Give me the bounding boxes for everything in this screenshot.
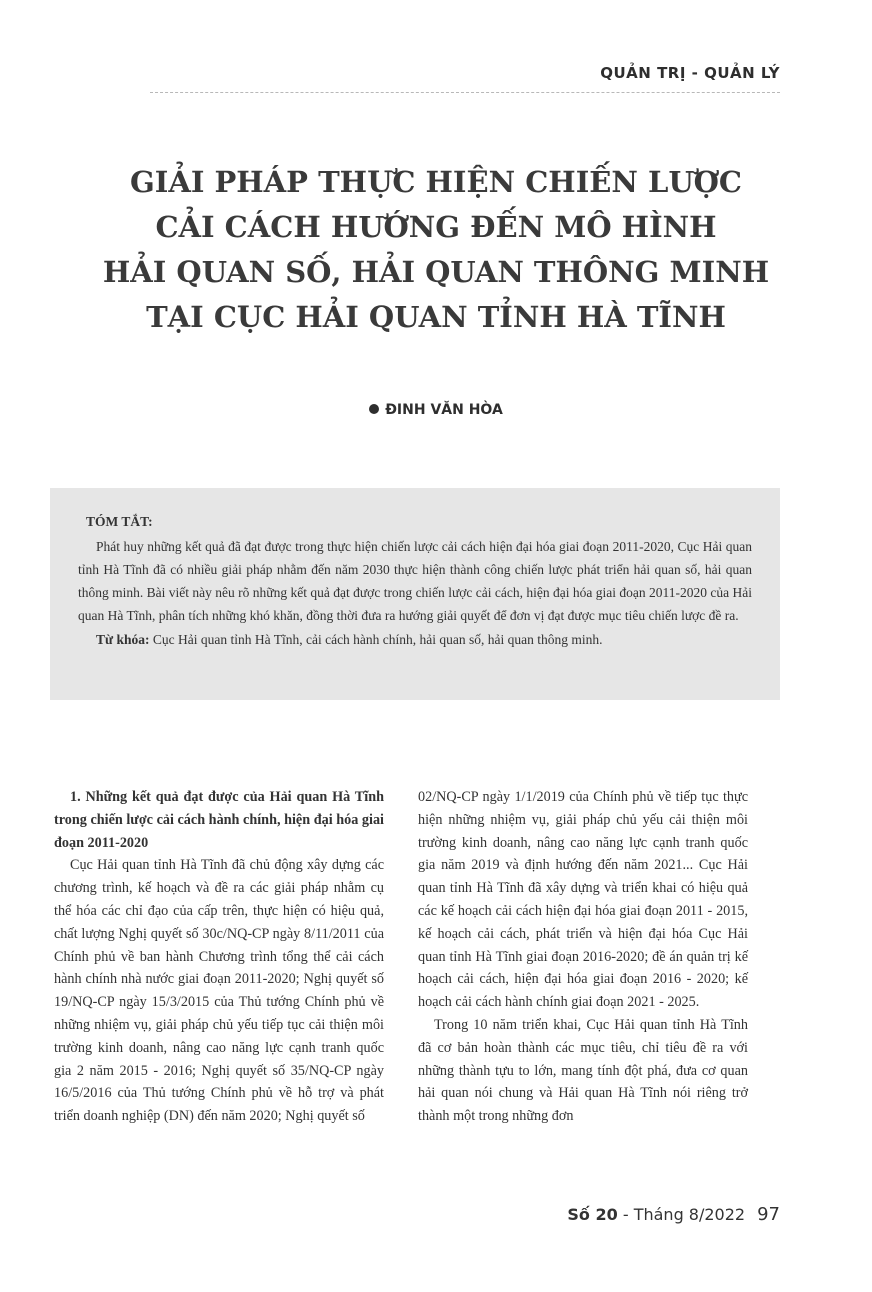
keywords-label: Từ khóa: <box>96 632 150 647</box>
page-footer <box>567 1204 780 1225</box>
title-line: GIẢI PHÁP THỰC HIỆN CHIẾN LƯỢC <box>129 165 742 199</box>
author-name: ĐINH VĂN HÒA <box>385 402 503 418</box>
title-line: HẢI QUAN SỐ, HẢI QUAN THÔNG MINH <box>102 255 770 289</box>
header-rule <box>150 92 780 93</box>
section-heading: 1. Những kết quả đạt được của Hải quan Hà Tĩnh trong chiến lược cải cách hành chính, hiện đại hóa giai đoạn 2011-2020 <box>54 789 384 851</box>
author-line <box>0 402 872 418</box>
keywords <box>78 628 752 651</box>
left-column <box>54 786 384 1128</box>
issue-month: Tháng 8/2022 <box>633 1205 746 1224</box>
section-header: QUẢN TRỊ - QUẢN LÝ <box>600 64 780 82</box>
body-paragraph: 02/NQ-CP ngày 1/1/2019 của Chính phủ về tiếp tục thực hiện những nhiệm vụ, giải pháp chủ yếu cải thiện môi trường kinh doanh, nâng cao năng lực cạnh tranh quốc gia năm 2019 và định hướng đến năm 2021... Cục Hải quan tỉnh Hà Tĩnh đã xây dựng và triển khai có hiệu quả các kế hoạch cải cách hiện đại hóa giai đoạn 2011 - 2015, kế hoạch cải cách, phát triển và hiện đại hóa Cục Hải quan tỉnh Hà Tĩnh giai đoạn 2016-2020; đề án quản trị kế hoạch cải cách, hiện đại hóa giai đoạn 2016 - 2020; kế hoạch cải cách hành chính giai đoạn 2021 - 2025. <box>418 789 748 1011</box>
body-paragraph: Trong 10 năm triển khai, Cục Hải quan tỉnh Hà Tĩnh đã cơ bản hoàn thành các mục tiêu, chỉ tiêu đề ra với những thành tựu to lớn, mang tính đột phá, đưa cơ quan hải quan nói chung và Hải quan Hà Tĩnh nói riêng trở thành một trong những đơn <box>418 1016 748 1125</box>
title-line: TẠI CỤC HẢI QUAN TỈNH HÀ TĨNH <box>146 300 726 334</box>
abstract-label: TÓM TẮT: <box>86 514 153 529</box>
issue-number: Số 20 <box>567 1205 618 1224</box>
abstract-body: Phát huy những kết quả đã đạt được trong thực hiện chiến lược cải cách hiện đại hóa giai đoạn 2011-2020, Cục Hải quan tỉnh Hà Tĩnh đã có nhiều giải pháp nhằm đến năm 2030 thực hiện thành công chiến lược phát triển hải quan số, hải quan thông minh. Bài viết này nêu rõ những kết quả đạt được trong chiến lược cải cách, hiện đại hóa giai đoạn 2011-2020 của Hải quan Hà Tĩnh, phân tích những khó khăn, đồng thời đưa ra hướng giải quyết để đơn vị đạt được mục tiêu chiến lược đề ra. <box>78 539 752 623</box>
abstract-box <box>50 488 780 700</box>
bullet-icon <box>369 404 379 414</box>
page-number: 97 <box>757 1204 780 1225</box>
right-column <box>418 786 748 1128</box>
body-paragraph: Cục Hải quan tỉnh Hà Tĩnh đã chủ động xây dựng các chương trình, kế hoạch và đề ra các giải pháp nhằm cụ thể hóa các chỉ đạo của cấp trên, thực hiện có hiệu quả, chất lượng Nghị quyết số 30c/NQ-CP ngày 8/11/2011 của Chính phủ về ban hành Chương trình tổng thể cải cách hành chính nhà nước giai đoạn 2011-2020; Nghị quyết số 19/NQ-CP ngày 15/3/2015 của Thủ tướng Chính phủ về những nhiệm vụ, giải pháp chủ yếu tiếp tục cải thiện môi trường kinh doanh, nâng cao năng lực cạnh tranh quốc gia 2 năm 2015 - 2016; Nghị quyết số 35/NQ-CP ngày 16/5/2016 của Thủ tướng Chính phủ về hỗ trợ và phát triển doanh nghiệp (DN) đến năm 2020; Nghị quyết số <box>54 857 384 1125</box>
footer-separator: - <box>617 1205 634 1224</box>
keywords-text: Cục Hải quan tỉnh Hà Tĩnh, cải cách hành chính, hải quan số, hải quan thông minh. <box>152 632 603 647</box>
article-title <box>60 160 812 340</box>
title-line: CẢI CÁCH HƯỚNG ĐẾN MÔ HÌNH <box>155 210 717 244</box>
